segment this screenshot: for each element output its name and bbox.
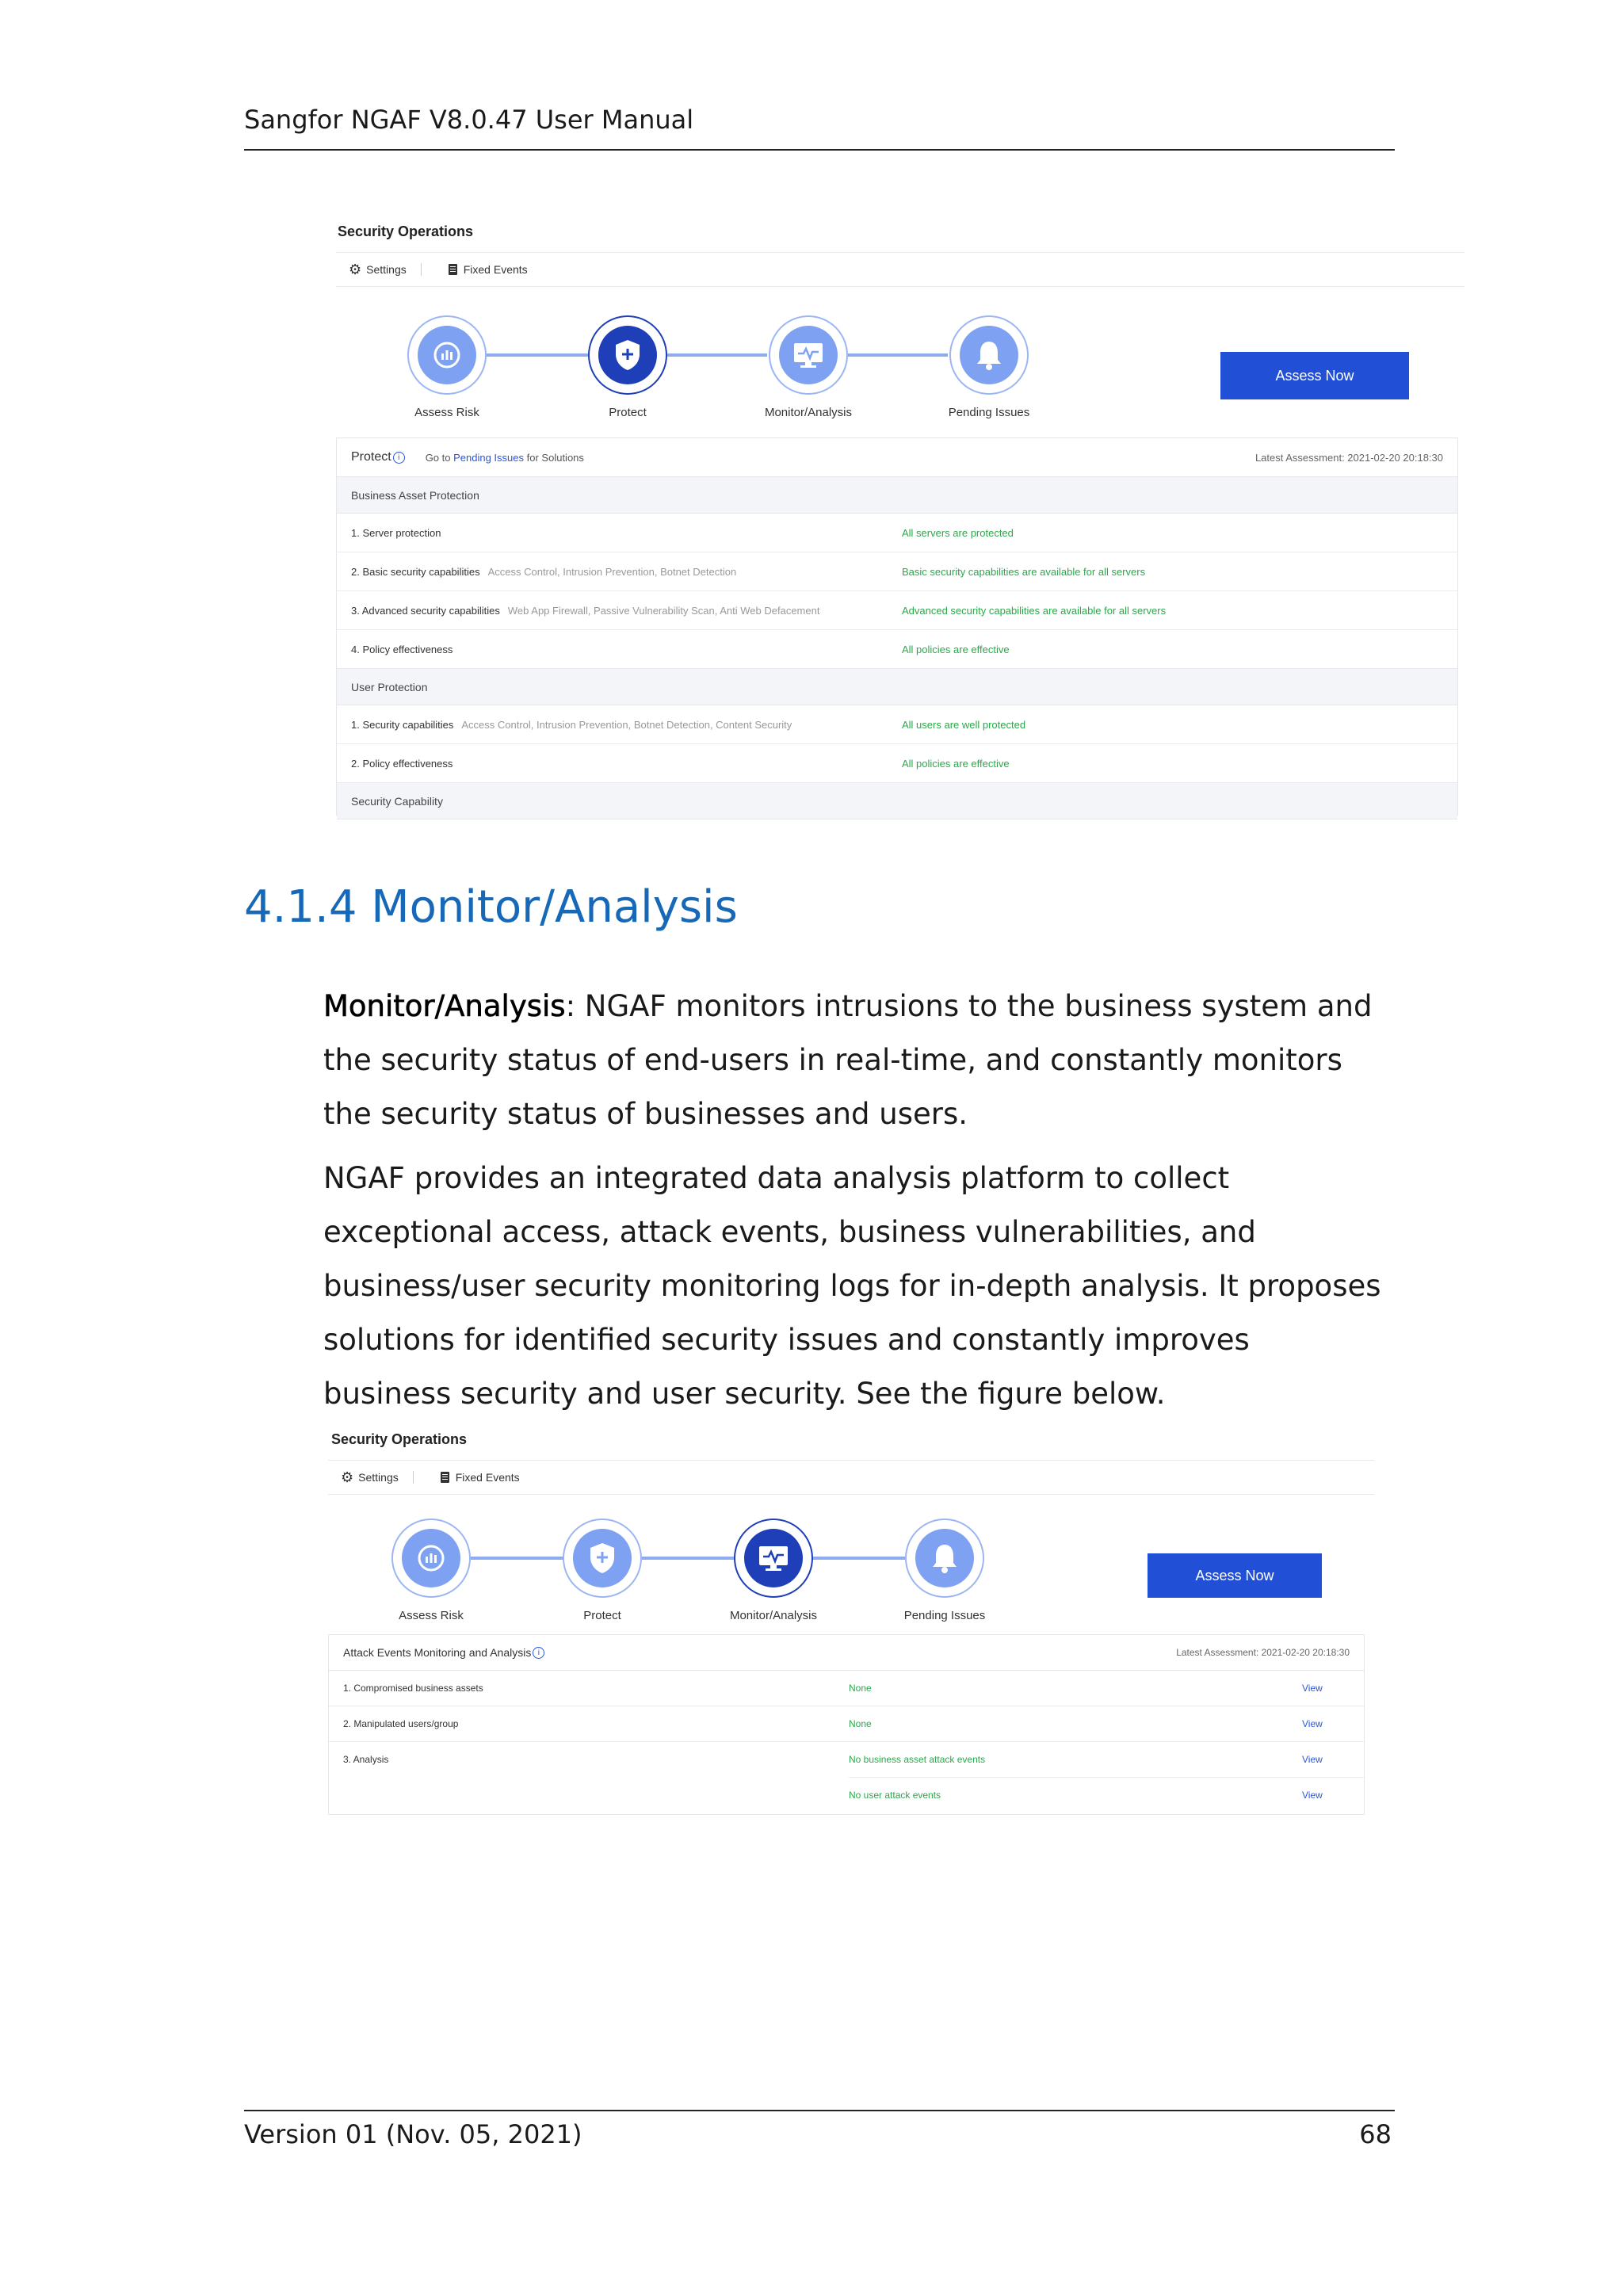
shield-icon (573, 1529, 632, 1587)
table-header (329, 1635, 1364, 1671)
fixed-events-button[interactable] (441, 1471, 520, 1484)
toolbar-divider (421, 263, 422, 276)
page-header (244, 105, 1395, 151)
assess-now-button[interactable]: Assess Now (1220, 352, 1409, 399)
table-row: 2. Basic security capabilities Access Control, Intrusion Prevention, Botnet Detection Basic security capabilities are available for all servers (337, 552, 1457, 591)
step-label: Assess Risk (414, 406, 479, 419)
shield-icon (598, 326, 657, 384)
assess-now-button[interactable]: Assess Now (1148, 1553, 1322, 1598)
chart-refresh-icon (418, 326, 476, 384)
status-text: All servers are protected (902, 526, 1014, 539)
document-icon (449, 264, 457, 275)
step-assess-risk[interactable] (368, 315, 526, 419)
monitor-icon (779, 326, 838, 384)
table-row: 3. Advanced security capabilities Web App Firewall, Passive Vulnerability Scan, Anti Web Defacement Advanced security capabilities are available for all servers (337, 591, 1457, 630)
gear-icon: ⚙ (341, 1469, 354, 1485)
shot-title: Security Operations (331, 1431, 468, 1447)
bell-icon (960, 326, 1018, 384)
info-icon[interactable]: i (393, 452, 405, 464)
step-label: Assess Risk (399, 1609, 464, 1622)
section-security-capability: Security Capability (337, 783, 1457, 819)
status-text: Basic security capabilities are available for all servers (902, 565, 1146, 578)
step-label: Pending Issues (903, 1609, 986, 1622)
settings-button[interactable] (349, 262, 407, 278)
step-pending-issues[interactable] (865, 1519, 1024, 1622)
table-row: 1. Security capabilities Access Control, Intrusion Prevention, Botnet Detection, Content Security All users are well protected (337, 705, 1457, 744)
document-icon (441, 1472, 449, 1483)
manual-title: Sangfor NGAF V8.0.47 User Manual (244, 105, 694, 135)
chart-refresh-icon (402, 1529, 460, 1587)
step-protect[interactable] (548, 315, 707, 419)
view-link[interactable]: View (1302, 1754, 1323, 1765)
section-business-asset: Business Asset Protection (337, 477, 1457, 514)
settings-label: Settings (366, 263, 407, 276)
status-text: None (849, 1683, 872, 1694)
status-text: Advanced security capabilities are available for all servers (902, 604, 1167, 617)
panel-title: Attack Events Monitoring and Analysis (343, 1646, 532, 1659)
figure-monitor-analysis (328, 1427, 1374, 1815)
status-text: All users are well protected (902, 718, 1026, 731)
monitor-icon (744, 1529, 803, 1587)
table-row: 2. Policy effectiveness All policies are effective (337, 744, 1457, 783)
view-link[interactable]: View (1302, 1790, 1323, 1801)
step-label: Monitor/Analysis (729, 1609, 818, 1622)
pending-issues-link[interactable]: Pending Issues (453, 451, 525, 464)
toolbar (328, 1460, 1374, 1495)
shot-title: Security Operations (338, 223, 474, 239)
table-row: 4. Policy effectiveness All policies are effective (337, 630, 1457, 669)
panel-title: Protect (351, 450, 391, 464)
status-text: No user attack events (849, 1790, 941, 1801)
section-heading: 4.1.4 Monitor/Analysis (244, 881, 738, 933)
step-pending-issues[interactable] (910, 315, 1068, 419)
page-number: 68 (1359, 2119, 1392, 2149)
monitor-table (328, 1634, 1365, 1815)
status-text: All policies are effective (902, 643, 1010, 655)
step-label: Pending Issues (948, 406, 1030, 419)
latest-assessment: Latest Assessment: 2021-02-20 20:18:30 (1176, 1647, 1350, 1658)
latest-assessment: Latest Assessment: 2021-02-20 20:18:30 (1254, 451, 1443, 464)
gear-icon: ⚙ (349, 261, 362, 277)
section-user-protection: User Protection (337, 669, 1457, 705)
fixed-events-label: Fixed Events (455, 1471, 520, 1484)
step-label: Protect (583, 1609, 621, 1622)
settings-label: Settings (358, 1471, 399, 1484)
step-label: Protect (609, 406, 647, 419)
status-text: No business asset attack events (849, 1754, 986, 1765)
paragraph-1: Monitor/Analysis: NGAF monitors intrusions to the business system and the security status of end-users in real-time, and constantly monitors the security status of businesses and users. (323, 989, 1373, 1131)
step-monitor-analysis[interactable] (694, 1519, 853, 1622)
step-label: Monitor/Analysis (764, 406, 853, 419)
view-link[interactable]: View (1302, 1718, 1323, 1729)
step-assess-risk[interactable] (352, 1519, 510, 1622)
toolbar-divider (413, 1471, 414, 1484)
info-icon[interactable]: i (533, 1647, 544, 1659)
panel-note: Go to Pending Issues for Solutions (425, 451, 584, 464)
table-header (337, 438, 1457, 477)
lead-term: Monitor/Analysis (323, 989, 566, 1023)
status-text: None (849, 1718, 872, 1729)
fixed-events-button[interactable] (449, 263, 528, 276)
table-row: 1. Compromised business assets None View (329, 1671, 1364, 1706)
table-row: 1. Server protection All servers are protected (337, 514, 1457, 552)
toolbar (336, 252, 1465, 287)
page-footer (244, 2110, 1395, 2149)
table-row: 3. Analysis No business asset attack events View (343, 1754, 1323, 1765)
table-row (849, 1777, 1364, 1813)
version-text: Version 01 (Nov. 05, 2021) (244, 2119, 582, 2149)
view-link[interactable]: View (1302, 1683, 1323, 1694)
table-row: 2. Manipulated users/group None View (329, 1706, 1364, 1742)
settings-button[interactable] (341, 1469, 399, 1486)
status-text: All policies are effective (902, 757, 1010, 770)
paragraph-2: NGAF provides an integrated data analysis platform to collect exceptional access, attack events, business vulnerabilities, and business/user security monitoring logs for in-depth analysis. It proposes solutions for identified security issues and constantly improves business security and user security. See the figure below. (323, 1161, 1381, 1411)
figure-protect (336, 219, 1465, 815)
step-protect[interactable] (523, 1519, 682, 1622)
bell-icon (915, 1529, 974, 1587)
step-monitor-analysis[interactable] (729, 315, 888, 419)
fixed-events-label: Fixed Events (463, 263, 528, 276)
protect-table (336, 437, 1458, 816)
